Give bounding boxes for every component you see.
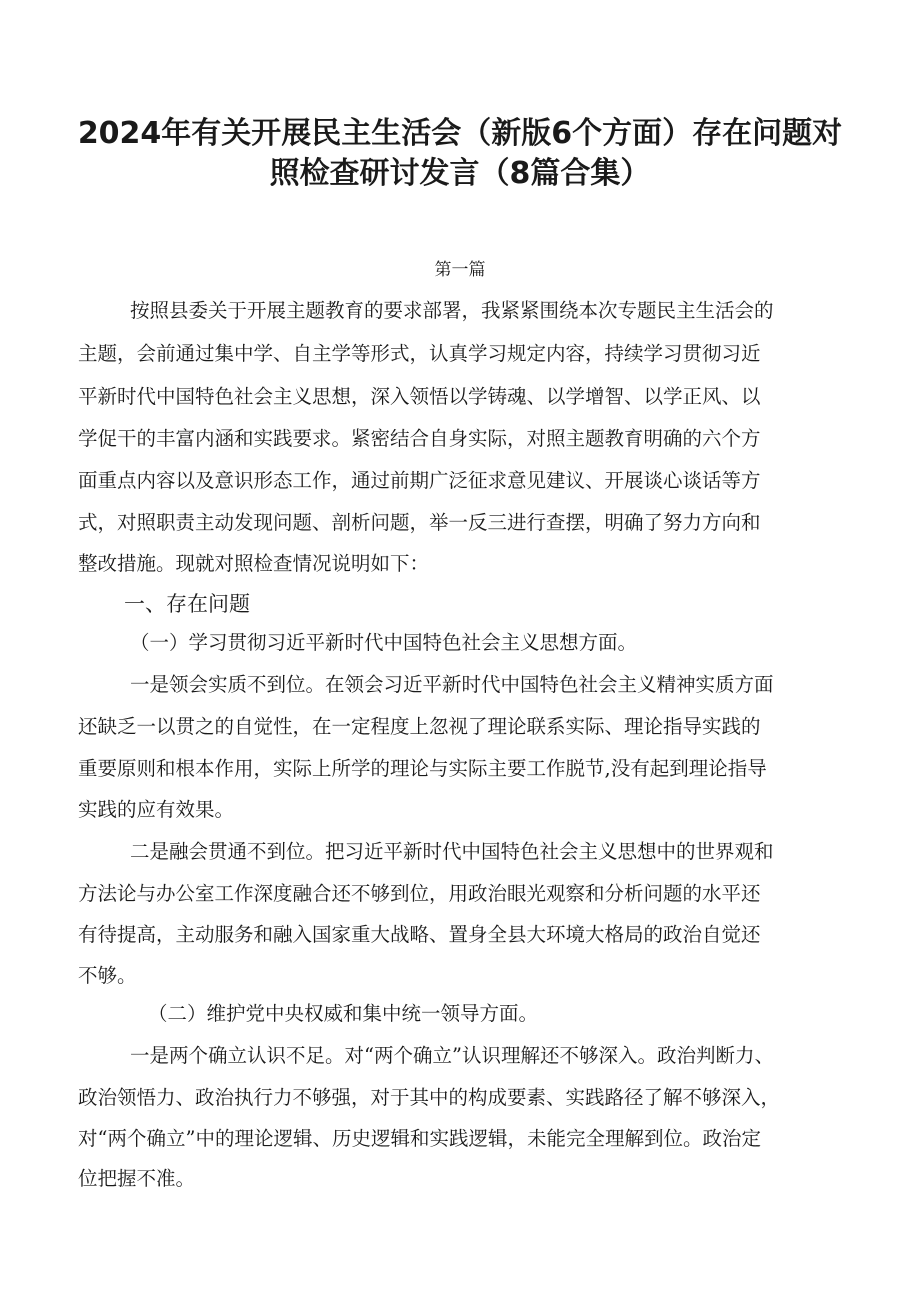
paragraph-line: 一是领会实质不到位。在领会习近平新时代中国特色社会主义精神实质方面 (130, 673, 774, 696)
paragraph-line: 对“两个确立”中的理论逻辑、历史逻辑和实践逻辑，未能完全理解到位。政治定 (78, 1127, 761, 1150)
paragraph-line: 位把握不准。 (78, 1167, 196, 1190)
part-label: 第一篇 (434, 260, 486, 280)
paragraph-line: 政治领悟力、政治执行力不够强，对于其中的构成要素、实践路径了解不够深入， (78, 1086, 781, 1109)
document-title-line-2: 照检查研讨发言（8篇合集） (269, 156, 651, 191)
intro-line: 主题，会前通过集中学、自主学等形式，认真学习规定内容，持续学习贯彻习近 (78, 342, 761, 365)
section-heading: 一、存在问题 (124, 592, 250, 616)
paragraph-line: 一是两个确立认识不足。对“两个确立”认识理解还不够深入。政治判断力、 (130, 1044, 774, 1067)
document-title-line-1: 2024年有关开展民主生活会（新版6个方面）存在问题对 (77, 116, 843, 151)
subsection-heading: （二）维护党中央权威和集中统一领导方面。 (148, 1002, 539, 1025)
intro-line: 面重点内容以及意识形态工作，通过前期广泛征求意见建议、开展谈心谈话等方 (78, 469, 761, 492)
intro-line: 式，对照职责主动发现问题、剖析问题，举一反三进行查摆，明确了努力方向和 (78, 511, 761, 534)
paragraph-line: 二是融会贯通不到位。把习近平新时代中国特色社会主义思想中的世界观和 (130, 840, 774, 863)
subsection-heading: （一）学习贯彻习近平新时代中国特色社会主义思想方面。 (130, 631, 638, 654)
paragraph-line: 不够。 (78, 964, 137, 987)
paragraph-line: 方法论与办公室工作深度融合还不够到位，用政治眼光观察和分析问题的水平还 (78, 882, 761, 905)
paragraph-line: 重要原则和根本作用，实际上所学的理论与实际主要工作脱节,没有起到理论指导 (78, 757, 767, 780)
paragraph-line: 还缺乏一以贯之的自觉性，在一定程度上忽视了理论联系实际、理论指导实践的 (78, 715, 761, 738)
paragraph-line: 有待提高，主动服务和融入国家重大战略、置身全县大环境大格局的政治自觉还 (78, 923, 761, 946)
intro-line: 平新时代中国特色社会主义思想，深入领悟以学铸魂、以学增智、以学正风、以 (78, 385, 761, 408)
intro-line: 整改措施。现就对照检查情况说明如下： (78, 552, 430, 575)
paragraph-line: 实践的应有效果。 (78, 798, 235, 821)
intro-line: 按照县委关于开展主题教育的要求部署，我紧紧围绕本次专题民主生活会的 (130, 299, 774, 322)
intro-line: 学促干的丰富内涵和实践要求。紧密结合自身实际，对照主题教育明确的六个方 (78, 427, 761, 450)
